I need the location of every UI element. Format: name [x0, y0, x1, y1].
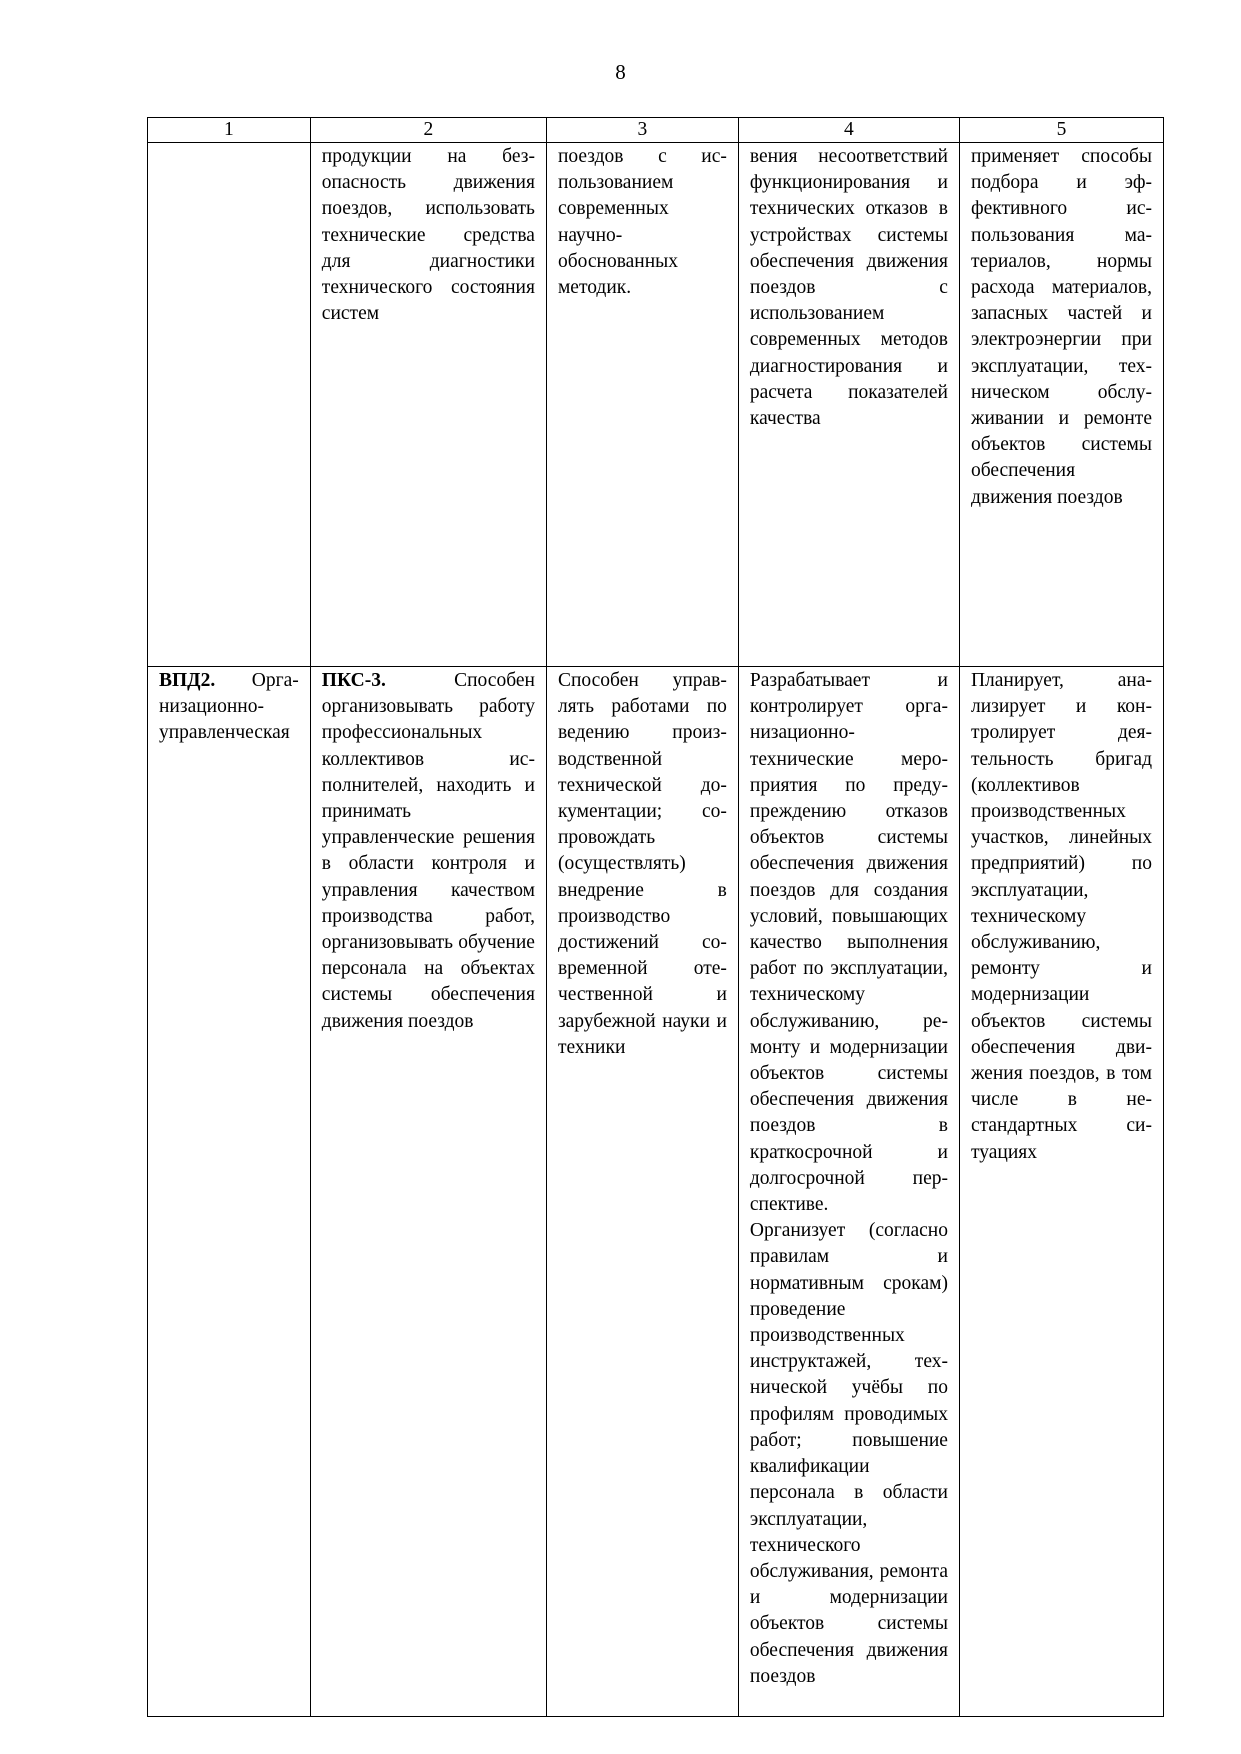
activity-type-cell: [148, 667, 311, 1717]
competency-code: ПКС-3.: [321, 670, 386, 691]
result-cell: применяет способы подбора и эффективного использования материалов, нормы расхода материалов, запасных частей и электроэнергии при эксплуатации, техническом обслуживании и ремонте объектов системы обеспечения движения поездов: [959, 143, 1163, 667]
labor-action-paragraph-1: Разрабатывает и контролирует организационно-технические мероприятия по предупреждению отказов объектов системы обеспечения движения поездов для создания условий, повышающих качество выполнения работ по эксплуатации, техническому обслуживанию, ремонту и модернизации объектов системы обеспечения движения поездов в краткосрочной и долгосрочной перспективе.: [749, 670, 948, 1216]
labor-action-paragraph-2: Организует (согласно правилам и нормативным срокам) проведение производственных инструктажей, технической учёбы по профилям проводимых работ; повышение квалификации персонала в области эксплуатации, технического обслуживания, ремонта и модернизации объектов системы обеспечения движения поездов: [749, 1220, 948, 1687]
competency-text: Способен организовывать работу профессиональных коллективов исполнителей, находить и принимать управленческие решения в области контроля и управления качеством производства работ, организовывать обучение персонала на объектах системы обеспечения движения поездов: [321, 670, 535, 1032]
activity-code: ВПД2.: [159, 670, 216, 691]
column-header-4: 4: [738, 118, 959, 143]
competency-cell: [310, 667, 546, 1717]
table-row: [148, 667, 1164, 1717]
labor-action-cell: вения несоответствий функционирования и технических отказов в устройствах системы обеспечения движения поездов с использованием современных методов диагностирования и расчета показателей качества: [738, 143, 959, 667]
table-header-row: [148, 118, 1164, 143]
page-number: 8: [615, 60, 626, 84]
table-row: [148, 143, 1164, 667]
competency-cell: [310, 143, 546, 667]
labor-action-cell: [738, 667, 959, 1717]
activity-type-cell: [148, 143, 311, 667]
competency-table: [147, 117, 1164, 1717]
activity-name: Организационно-управленческая: [159, 670, 299, 744]
indicator-cell: поездов с использованием современных научно-обоснованных методик.: [546, 143, 738, 667]
indicator-cell: Способен управлять работами по ведению производственной технической документации; сопровождать (осуществлять) внедрение в производство достижений современной отечественной и зарубежной науки и техники: [546, 667, 738, 1717]
result-cell: Планирует, анализирует и контролирует деятельность бригад (коллективов производственных участков, линейных предприятий) по эксплуатации, техническому обслуживанию, ремонту и модернизации объектов системы обеспечения движения поездов, в том числе в нестандартных ситуациях: [959, 667, 1163, 1717]
competency-text: продукции на безопасность движения поездов, использовать технические средства для диагностики технического состояния систем: [321, 146, 535, 325]
column-header-3: 3: [546, 118, 738, 143]
column-header-1: 1: [148, 118, 311, 143]
column-header-2: 2: [310, 118, 546, 143]
column-header-5: 5: [959, 118, 1163, 143]
